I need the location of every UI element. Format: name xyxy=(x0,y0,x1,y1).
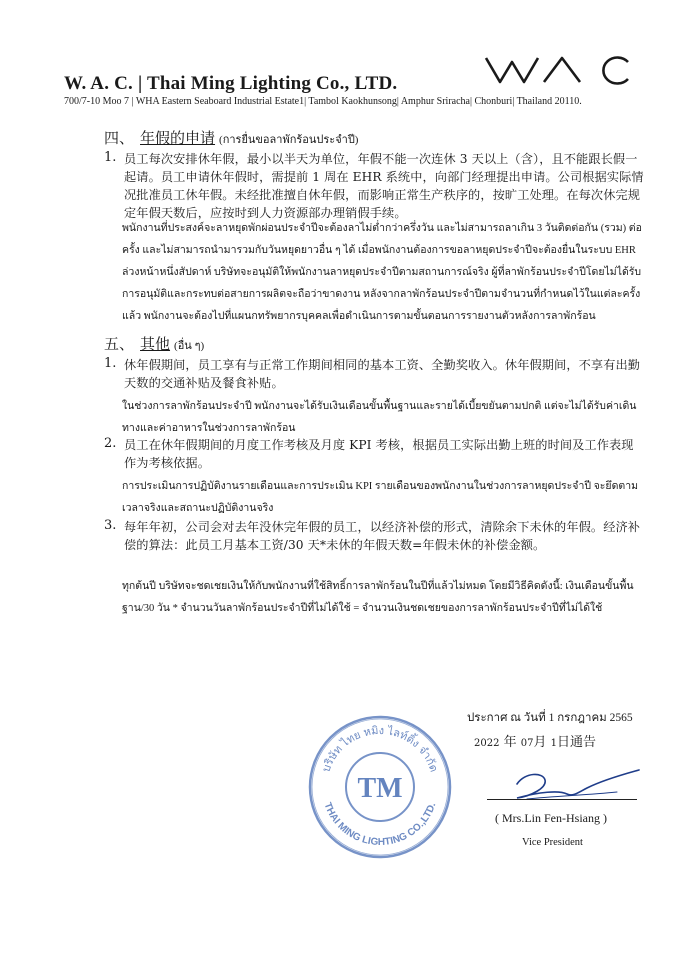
section-4-subtitle: (การยื่นขอลาพักร้อนประจำปี) xyxy=(219,134,359,146)
date-month: 07 xyxy=(520,738,534,749)
section-5-item-1-thai: ในช่วงการลาพักร้อนประจำปี พนักงานจะได้รับเงินเดือนขั้นพื้นฐานและรายได้เบี้ยขยันตามปกติ แต่จะไม่ได้รับค่าเดินทางและค่าอาหารในช่วงการลาพักร้อน xyxy=(122,401,637,434)
item-chinese-text: 员工在休年假期间的月度工作考核及月度 KPI 考核，根据员工实际出勤上班的时间及工作表现作为考核依据。 xyxy=(124,438,634,470)
item-number: 2. xyxy=(104,436,117,451)
wac-logo xyxy=(482,52,632,88)
section-5-item-2-thai: การประเมินการปฏิบัติงานรายเดือนและการประเมิน KPI รายเดือนของพนักงานในช่วงการลาหยุดประจำปี จะยึดตามเวลาจริงและสถานะปฏิบัติงานจริง xyxy=(122,481,639,514)
item-number: 1. xyxy=(104,356,117,371)
announcement-date-thai: ประกาศ ณ วันที่ 1 กรกฎาคม 2565 xyxy=(467,712,633,724)
section-5-item-3-thai: ทุกต้นปี บริษัทจะชดเชยเงินให้กับพนักงานที่ใช้สิทธิ์การลาพักร้อนในปีที่แล้วไม่หมด โดยมีวิธีคิดดังนี้: เงินเดือนขั้นพื้นฐาน/30 วัน * จำนวนวันลาพักร้อนประจำปีที่ไม่ได้ใช้ = จำนวนเงินชดเชยของการลาพักร้อนประจำปีที่ไม่ได้ใช้ xyxy=(122,581,634,614)
item-chinese-text: 每年年初，公司会对去年没休完年假的员工，以经济补偿的形式，清除余下未休的年假。经济补偿的算法：此员工月基本工资/30 天*未休的年假天数=年假未休的补偿金额。 xyxy=(124,520,641,552)
section-5-title: 其他 xyxy=(140,335,171,353)
item-number: 3. xyxy=(104,518,117,533)
section-4-heading xyxy=(104,127,358,148)
date-day: 1 xyxy=(550,738,558,749)
signature-line xyxy=(487,799,637,800)
company-stamp xyxy=(305,712,455,862)
item-chinese-text: 休年假期间，员工享有与正常工作期间相同的基本工资、全勤奖收入。休年假期间，不享有出勤天数的交通补贴及餐食补贴。 xyxy=(124,358,641,390)
section-5-number: 五、 xyxy=(104,335,135,353)
signer-name: ( Mrs.Lin Fen-Hsiang ) xyxy=(495,811,607,825)
stamp-center-text: TM xyxy=(357,773,403,804)
company-address: 700/7-10 Moo 7 | WHA Eastern Seaboard Industrial Estate1| Tambol Kaokhunsong| Amphur Sriracha| Chonburi| Thailand 20110. xyxy=(64,96,582,107)
section-4-number: 四、 xyxy=(104,129,135,147)
announcement-date-chinese xyxy=(474,731,596,750)
section-4-item-1-thai: พนักงานที่ประสงค์จะลาหยุดพักผ่อนประจำปีจะต้องลาไม่ต่ำกว่าครึ่งวัน และไม่สามารถลาเกิน 3 วันติดต่อกัน (รวม) ต่อครั้ง และไม่สามารถนำมารวมกับวันหยุดยาวอื่น ๆ ได้ เมื่อพนักงานต้องการขอลาหยุดประจำปีจะต้องยื่นในระบบ EHR ล่วงหน้าหนึ่งสัปดาห์ บริษัทจะอนุมัติให้พนักงานลาหยุดประจำปีตามสถานการณ์จริง ผู้ที่ลาพักร้อนประจำปีโดยไม่ได้รับการอนุมัติและกระทบต่อสายการผลิตจะถือว่าขาดงาน หลังจากลาพักร้อนประจำปีตามจำนวนที่กำหนดไว้ในแต่ละครั้ง แล้ว พนักงานจะต้องไปที่แผนกทรัพยากรบุคคลเพื่อดำเนินการตามขั้นตอนการรายงานตัวหลังการลาพักร้อน xyxy=(122,223,642,322)
date-year: 2022 xyxy=(474,738,500,749)
date-day-char: 日通告 xyxy=(557,735,597,750)
item-chinese-text: 员工每次安排休年假，最小以半天为单位，年假不能一次连休 3 天以上（含），且不能跟长假一起请。员工申请休年假时，需提前 1 周在 EHR 系统中，向部门经理提出申请。公司根据实际情况批准员工休年假。未经批准擅自休年假，而影响正常生产秩序的，按旷工处理。在每次休完规定年假天数后，应按时到人力资源部办理销假手续。 xyxy=(124,152,644,220)
section-5-heading xyxy=(104,333,204,354)
stamp-ring-top: บริษัท ไทย หมิง ไลท์ติ้ง จำกัด xyxy=(320,724,440,774)
date-year-char: 年 xyxy=(503,735,517,750)
section-4-title: 年假的申请 xyxy=(140,129,216,147)
date-month-char: 月 xyxy=(533,735,547,750)
company-name: W. A. C. | Thai Ming Lighting Co., LTD. xyxy=(64,73,398,94)
section-5-subtitle: (อื่น ๆ) xyxy=(174,340,205,352)
stamp-ring-bottom: THAI MING LIGHTING CO.,LTD. xyxy=(321,801,439,849)
item-number: 1. xyxy=(104,150,117,165)
signer-title: Vice President xyxy=(522,837,583,848)
